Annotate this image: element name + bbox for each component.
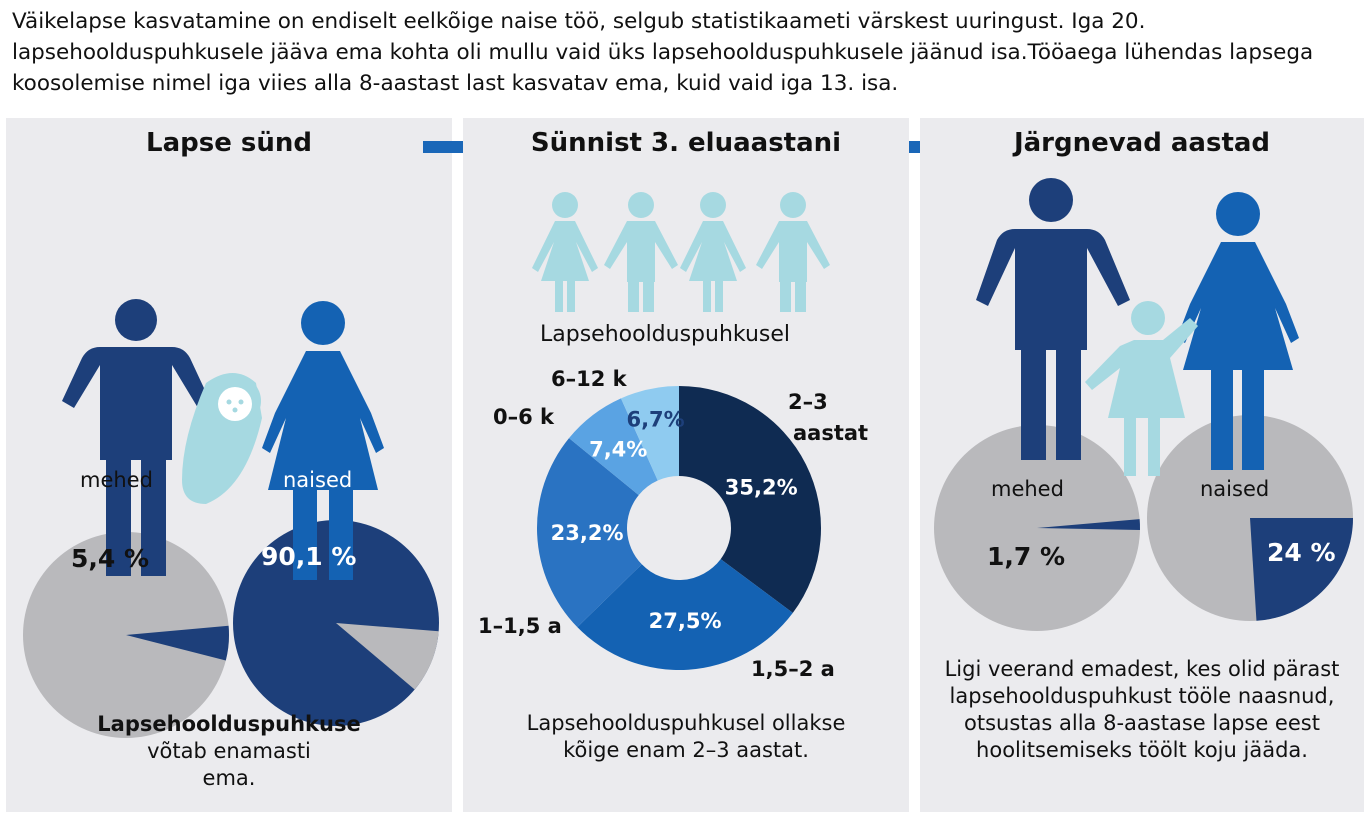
- men-label: mehed: [80, 468, 153, 492]
- panel2-caption: [463, 710, 909, 764]
- panel-title: Järgnevad aastad: [1013, 128, 1271, 158]
- panel3-caption: [920, 656, 1364, 764]
- women-pct: 90,1 %: [261, 542, 357, 571]
- donut-value-label: 35,2%: [724, 475, 798, 500]
- donut-value-label: 7,4%: [589, 437, 648, 462]
- donut-value-label: 23,2%: [550, 521, 624, 546]
- donut-category-label: aastat: [793, 421, 869, 445]
- caption-bold: Lapsehoolduspuhkuse: [97, 712, 361, 736]
- intro-text: Väikelapse kasvatamine on endiselt eelkõige naise töö, selgub statistikaameti värskest uuringust. Iga 20. lapsehoolduspuhkusele jääva ema kohta oli mullu vaid üks lapsehoolduspuhkusele jäänud isa.Tööaega lühendas lapsega koosolemise nimel iga viies alla 8-aastast last kasvatav ema, kuid vaid iga 13. isa.: [12, 9, 1314, 96]
- panel-title: Sünnist 3. eluaastani: [530, 128, 842, 158]
- panel3-graphic: [920, 118, 1364, 678]
- men-label: mehed: [991, 477, 1064, 501]
- donut-category-label: 6–12 k: [551, 367, 627, 391]
- caption-text: Ligi veerand emadest, kes olid pärast lapsehoolduspuhkust tööle naasnud, otsustas alla 8-aastase lapse eest hoolitsemiseks töölt koju jääda.: [944, 657, 1340, 762]
- men-pct: 1,7 %: [987, 542, 1066, 571]
- men-pct: 5,4 %: [71, 544, 150, 573]
- donut-category-label: 2–3: [788, 390, 828, 414]
- panel-title: Lapse sünd: [146, 128, 312, 158]
- donut-category-label: 1–1,5 a: [478, 614, 562, 638]
- donut-category-label: 0–6 k: [493, 405, 555, 429]
- donut-value-label: 27,5%: [648, 608, 722, 633]
- women-pct: 24 %: [1267, 538, 1336, 567]
- panel1-graphic: [6, 118, 452, 678]
- caption-rest: võtab enamasti ema.: [147, 739, 311, 790]
- panel1-caption: [6, 711, 452, 792]
- panel-lapse-synd: [6, 118, 452, 812]
- panel-jargnevad-aastad: [920, 118, 1364, 812]
- women-pie-slice: [1250, 518, 1353, 621]
- women-label: naised: [1200, 477, 1270, 501]
- donut-value-label: 6,7%: [626, 407, 685, 432]
- chart-subtitle: Lapsehoolduspuhkusel: [540, 322, 791, 347]
- donut-chart: [463, 118, 909, 681]
- caption-text: Lapsehoolduspuhkusel ollakse kõige enam 2–3 aastat.: [526, 711, 846, 762]
- women-label: naised: [283, 468, 353, 492]
- donut-category-label: 1,5–2 a: [751, 657, 835, 681]
- man-icon: [976, 178, 1130, 460]
- panel-synnist-3-eluaastani: [463, 118, 909, 812]
